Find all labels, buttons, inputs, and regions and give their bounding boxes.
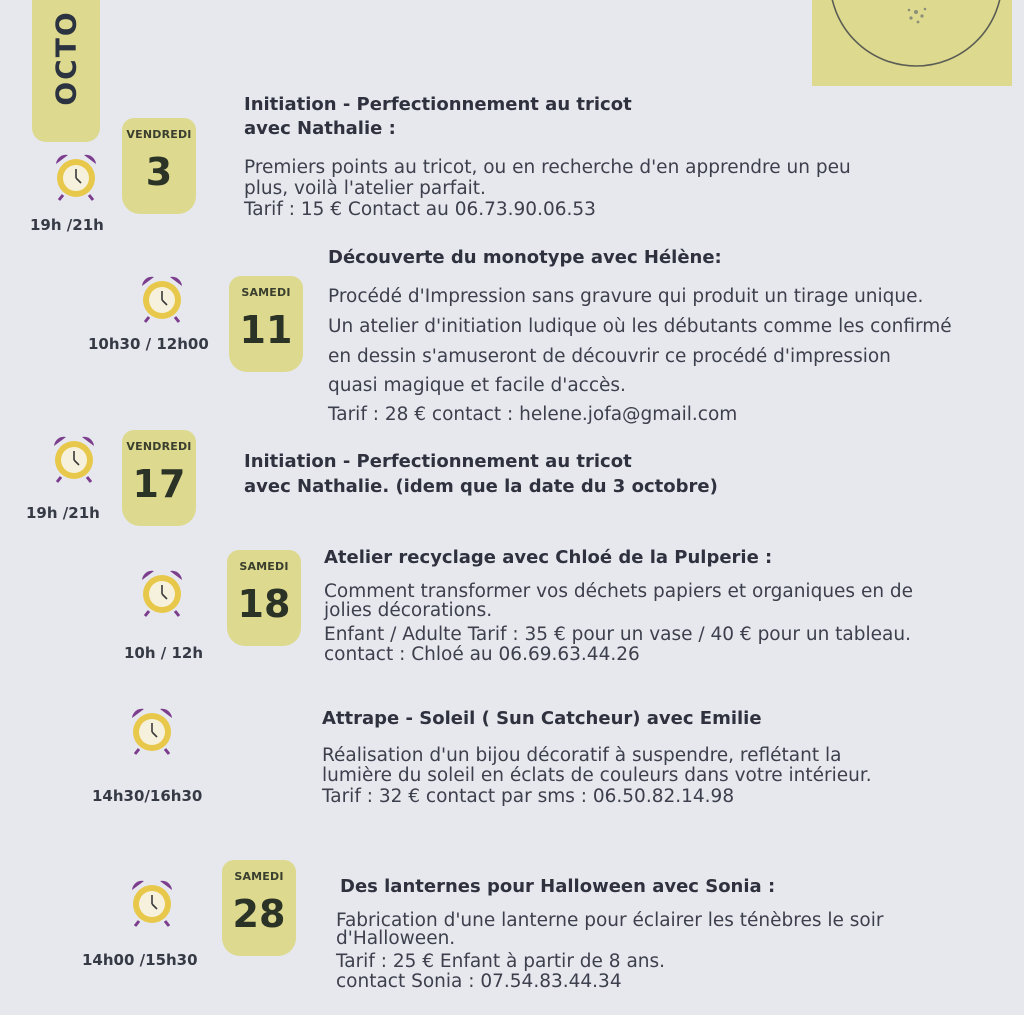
date-badge: [229, 276, 303, 372]
event-time: 10h30 / 12h00: [88, 335, 209, 353]
event-text: jolies décorations.: [324, 600, 493, 621]
weekday-label: SAMEDI: [241, 286, 291, 299]
decorative-corner: [812, 0, 1012, 86]
event-time: 10h / 12h: [124, 644, 204, 662]
event-text: quasi magique et facile d'accès.: [328, 375, 626, 396]
day-number: 28: [232, 892, 286, 936]
event-title: avec Nathalie :: [244, 118, 396, 139]
event-title: Atelier recyclage avec Chloé de la Pulperie :: [324, 547, 773, 568]
event-text: Enfant / Adulte Tarif : 35 € pour un vase / 40 € pour un tableau.: [324, 624, 911, 645]
weekday-label: SAMEDI: [239, 560, 289, 573]
event-time: 14h30/16h30: [92, 787, 203, 805]
event-text: Réalisation d'un bijou décoratif à suspendre, reflétant la: [322, 745, 842, 766]
event-time: 19h /21h: [30, 216, 104, 234]
day-number: 18: [237, 582, 291, 626]
event-text: Tarif : 28 € contact : helene.jofa@gmail.com: [328, 404, 738, 425]
day-number: 17: [132, 462, 186, 506]
decorative-circle-icon: [812, 0, 1012, 86]
event-text: en dessin s'amuseront de découvrir ce procédé d'impression: [328, 346, 891, 367]
weekday-label: VENDREDI: [126, 440, 192, 453]
event-title: Des lanternes pour Halloween avec Sonia :: [340, 876, 776, 897]
date-badge: [227, 550, 301, 646]
event-title: avec Nathalie. (idem que la date du 3 octobre): [244, 476, 718, 497]
alarm-clock-icon: [136, 272, 188, 324]
event-text: lumière du soleil en éclats de couleurs dans votre intérieur.: [322, 765, 872, 786]
event-text: plus, voilà l'atelier parfait.: [244, 178, 486, 199]
event-text: d'Halloween.: [336, 928, 456, 949]
date-badge: [222, 860, 296, 956]
event-time: 19h /21h: [26, 504, 100, 522]
weekday-label: VENDREDI: [126, 128, 192, 141]
alarm-clock-icon: [50, 150, 102, 202]
month-label: OCTO: [49, 10, 83, 106]
day-number: 11: [239, 308, 293, 352]
event-time: 14h00 /15h30: [82, 951, 198, 969]
event-text: Comment transformer vos déchets papiers et organiques en de: [324, 581, 914, 602]
weekday-label: SAMEDI: [234, 870, 284, 883]
alarm-clock-icon: [126, 876, 178, 928]
alarm-clock-icon: [136, 566, 188, 618]
date-badge: [122, 430, 196, 526]
date-badge: [122, 118, 196, 214]
event-text: contact : Chloé au 06.69.63.44.26: [324, 644, 640, 665]
event-text: contact Sonia : 07.54.83.44.34: [336, 971, 622, 992]
event-title: Découverte du monotype avec Hélène:: [328, 247, 722, 268]
alarm-clock-icon: [48, 432, 100, 484]
event-title: Attrape - Soleil ( Sun Catcheur) avec Emilie: [322, 708, 762, 729]
event-text: Un atelier d'initiation ludique où les débutants comme les confirmé: [328, 316, 952, 337]
event-text: Tarif : 25 € Enfant à partir de 8 ans.: [336, 951, 666, 972]
event-text: Tarif : 15 € Contact au 06.73.90.06.53: [244, 199, 596, 220]
event-text: Tarif : 32 € contact par sms : 06.50.82.14.98: [322, 786, 735, 807]
day-number: 3: [145, 150, 173, 194]
event-title: Initiation - Perfectionnement au tricot: [244, 94, 632, 115]
alarm-clock-icon: [126, 704, 178, 756]
event-title: Initiation - Perfectionnement au tricot: [244, 451, 632, 472]
month-tab: [32, 0, 100, 142]
event-text: Procédé d'Impression sans gravure qui produit un tirage unique.: [328, 286, 924, 307]
event-text: Fabrication d'une lanterne pour éclairer les ténèbres le soir: [336, 910, 884, 931]
event-text: Premiers points au tricot, ou en recherche d'en apprendre un peu: [244, 157, 851, 178]
